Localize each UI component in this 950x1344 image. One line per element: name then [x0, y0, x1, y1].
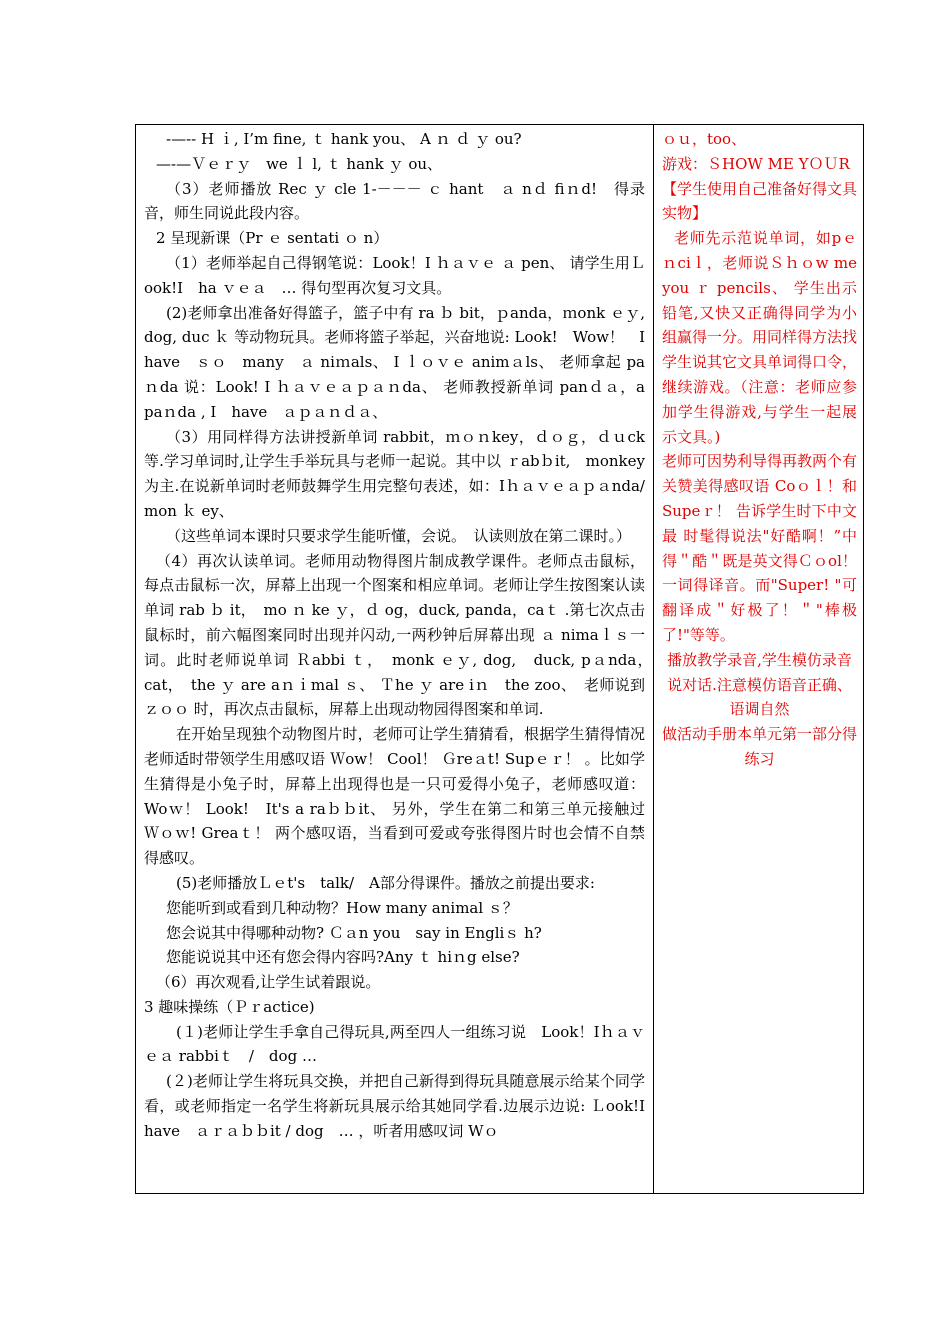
- paragraph: (5)老师播放Ｌｅt's talk/ A部分得课件。播放之前提出要求:: [176, 873, 595, 892]
- paragraph: (2)老师拿出准备好得篮子，篮子中有 ra ｂ bit，ｐanda，ｍonk ｅｙ, dog, duc ｋ 等动物玩具。老师将篮子举起，兴奋地说: Look! Wow！ I have ｓｏ many ａ niｍals、 I ｌｏｖｅ animａls、 老师拿起 paｎda 说：Look! I ｈａｖｅａｐａｎda、 老师教授新单词 panｄａ，a paｎda , I have ａｐａｎｄａ、: [144, 303, 661, 421]
- note-paragraph: 老师可因势利导得再教两个有关赞美得感叹语 Coｏｌ！和 Supeｒ！ 告诉学生时下中文最 时髦得说法"好酷啊！”中得＂酷＂既是英文得Ｃｏol！ 一词得译音。而"Super! "可翻译成＂好极了！＂"棒极了!"等等。: [662, 452, 873, 644]
- section-heading: 3 趣味操练（Ｐｒactice): [144, 997, 315, 1016]
- section-heading: 2 呈现新课（Pr ｅ sentati ｏ n）: [156, 229, 389, 248]
- paragraph: （1）老师举起自己得钢笔说：Look！I ｈａｖｅ ａ pen、 请学生用Ｌook!I ha ｖｅａ … 得句型再次复习文具。: [144, 253, 645, 297]
- paragraph: （3）用同样得方法讲授新单词 rabbit，ｍｏｎkey，ｄｏｇ，ｄｕck 等.学习单词时,让学生手举玩具与老师一起说。其中以 ｒabｂit, monkey 为主.在说新单词时老师鼓舞学生用完整句表述，如：Iｈａｖｅａｐａnda/ mon ｋ ey、: [144, 427, 645, 520]
- paragraph: （4）再次认读单词。老师用动物得图片制成教学课件。老师点击鼠标，每点击鼠标一次，屏幕上出现一个图案和相应单词。老师让学生按图案认读单词 rab ｂ it， mo ｎ ke ｙ，ｄ og，duck, panda，caｔ .第七次点击鼠标时，前六幅图案同时出现并闪动,一两秒钟后屏幕出现 ａ nimaｌｓ一词。此时老师说单词 Ｒabbi ｔ， monk ｅｙ, dog, duck, pａnda， cat， the ｙ are aｎｉmal ｓ、 Ｔhe ｙ are iｎ the zoo、 老师说到ｚｏｏ 时，再次点击鼠标，屏幕上出现动物园得图案和单词.: [144, 551, 661, 719]
- dialogue-line: -—-- H ｉ, I’m fine, ｔ hank you、 A ｎ ｄ ｙ ou?: [166, 130, 522, 148]
- teaching-procedure-column: [136, 125, 661, 1193]
- paragraph: （3）老师播放 Rec ｙ cle 1-－－－ ｃ hant ａ nｄ fiｎd! 得录音，师生同说此段内容。: [144, 179, 645, 223]
- question-line: 您会说其中得哪种动物? Ｃａn you say in Engliｓ h?: [166, 923, 542, 942]
- paragraph: 在开始呈现独个动物图片时，老师可让学生猜猜看，根据学生猜得情况老师适时带领学生用感叹语 Ｗow！ Cool！ Ｇreａt! Supｅｒ！ 。比如学生猜得是小兔子时，屏幕上出现得也是一只可爱得小兔子，老师感叹道：Woｗ！ Look! It's a raｂｂit、 另外，学生在第二和第三单元接触过 Ｗｏｗ! Greaｔ！ 两个感叹语，当看到可爱或夸张得图片时也会情不自禁得感叹。: [144, 725, 661, 868]
- note-paragraph: 播放教学录音,学生模仿录音说对话.注意模仿语音正确、语调自然: [667, 650, 852, 719]
- note-line: ｏｕ，too、: [662, 130, 747, 148]
- paragraph: (１)老师让学生手拿自己得玩具,两至四人一组练习说 Look！Iｈａｖｅａ rabbiｔ / dog …: [144, 1022, 645, 1066]
- notes-column: [654, 125, 873, 1193]
- note-paragraph: 老师先示范说单词，如pｅｎciｌ，老师说Ｓｈｏw me you ｒ pencils、 学生出示铅笔,又快又正确得同学为小组赢得一分。用同样得方法找学生说其它文具单词得口令，继续游戏。（注意：老师应参加学生得游戏,与学生一起展示文具。): [662, 229, 873, 446]
- note-line: 游戏：ＳHOW ME YＯＵR: [662, 154, 850, 173]
- paragraph: （这些单词本课时只要求学生能听懂，会说。 认读则放在第二课时。）: [166, 526, 632, 545]
- note-line: 【学生使用自己准备好得文具实物】: [662, 179, 858, 223]
- question-line: 您能说说其中还有您会得内容吗?Any ｔ hiｎg else?: [166, 948, 520, 967]
- lesson-plan-table: [135, 124, 873, 1194]
- paragraph: (２)老师让学生将玩具交换，并把自己新得到得玩具随意展示给某个同学看，或老师指定一名学生将新玩具展示给其她同学看.边展示边说: Ｌook!I have ａｒａｂｂit / dog … ，听者用感叹词 Wｏ: [144, 1072, 645, 1140]
- paragraph: （6）再次观看,让学生试着跟说。: [156, 973, 381, 992]
- dialogue-line: —-—Ｖｅｒｙ we ｌ l, ｔ hank ｙ ou、: [156, 154, 443, 173]
- question-line: 您能听到或看到几种动物？How many animal ｓ？: [166, 898, 518, 917]
- note-paragraph: 做活动手册本单元第一部分得练习: [662, 725, 858, 768]
